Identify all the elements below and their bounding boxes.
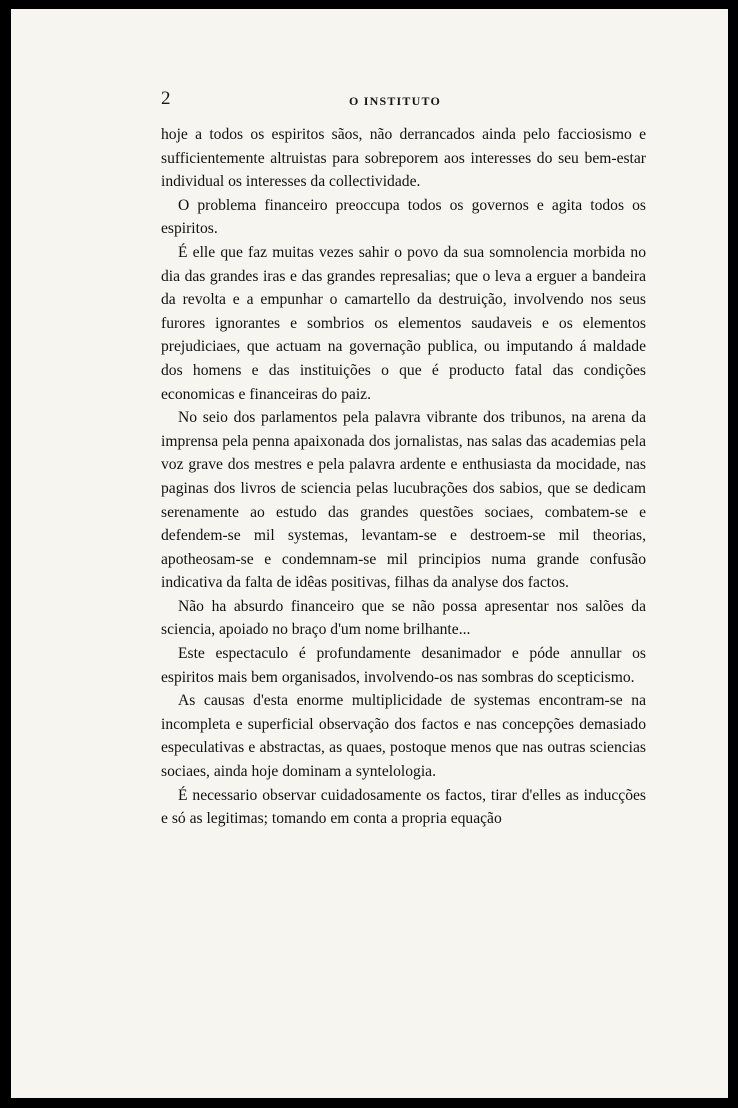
paragraph-8: É necessario observar cuidadosamente os factos, tirar d'elles as inducções e só as legitimas; tomando em conta a propria equação [161, 786, 646, 828]
running-head [161, 89, 646, 113]
paragraph-7: As causas d'esta enorme multiplicidade de systemas encontram-se na incompleta e superficial observação dos factos e nas concepções demasiado especulativas e abstractas, as quaes, postoque menos que nas outras sciencias sociaes, ainda hoje dominam a syntelologia. [161, 692, 646, 781]
paragraph-1: hoje a todos os espiritos sãos, não derrancados ainda pelo facciosismo e sufficientemente altruistas para sobreporem aos interesses do seu bem-estar individual os interesses da collectividade. [161, 126, 646, 191]
paragraph-3: É elle que faz muitas vezes sahir o povo da sua somnolencia morbida no dia das grandes iras e das grandes represalias; que o leva a erguer a bandeira da revolta e a empunhar o camartello da destruição, involvendo nos seus furores ignorantes e sombrios os elementos saudaveis e os elementos prejudiciaes, que actuam na governação publica, ou imputando á maldade dos homens e das instituições o que é producto fatal das condições economicas e financeiras do paiz. [161, 243, 646, 403]
document-page [11, 9, 728, 1098]
body-text [161, 123, 646, 831]
paragraph-6: Este espectaculo é profundamente desanimador e póde annullar os espiritos mais bem organisados, involvendo-os nas sombras do scepticismo. [161, 645, 646, 686]
page-number: 2 [161, 88, 171, 109]
journal-title: O INSTITUTO [349, 94, 442, 108]
paragraph-5: Não ha absurdo financeiro que se não possa apresentar nos salões da sciencia, apoiado no braço d'um nome brilhante... [161, 597, 646, 639]
paragraph-4: No seio dos parlamentos pela palavra vibrante dos tribunos, na arena da imprensa pela penna apaixonada dos jornalistas, nas salas das academias pela voz grave dos mestres e pela palavra ardente e enthusiasta da mocidade, nas paginas dos livros de sciencia pelas lucubrações dos sabios, que se dedicam serenamente ao estudo das grandes questões sociaes, combatem-se e defendem-se mil systemas, levantam-se e destroem-se mil theorias, apotheosam-se e condemnam-se mil principios numa grande confusão indicativa da falta de idêas positivas, filhas da analyse dos factos. [161, 409, 646, 592]
paragraph-2: O problema financeiro preoccupa todos os governos e agita todos os espiritos. [161, 196, 646, 238]
